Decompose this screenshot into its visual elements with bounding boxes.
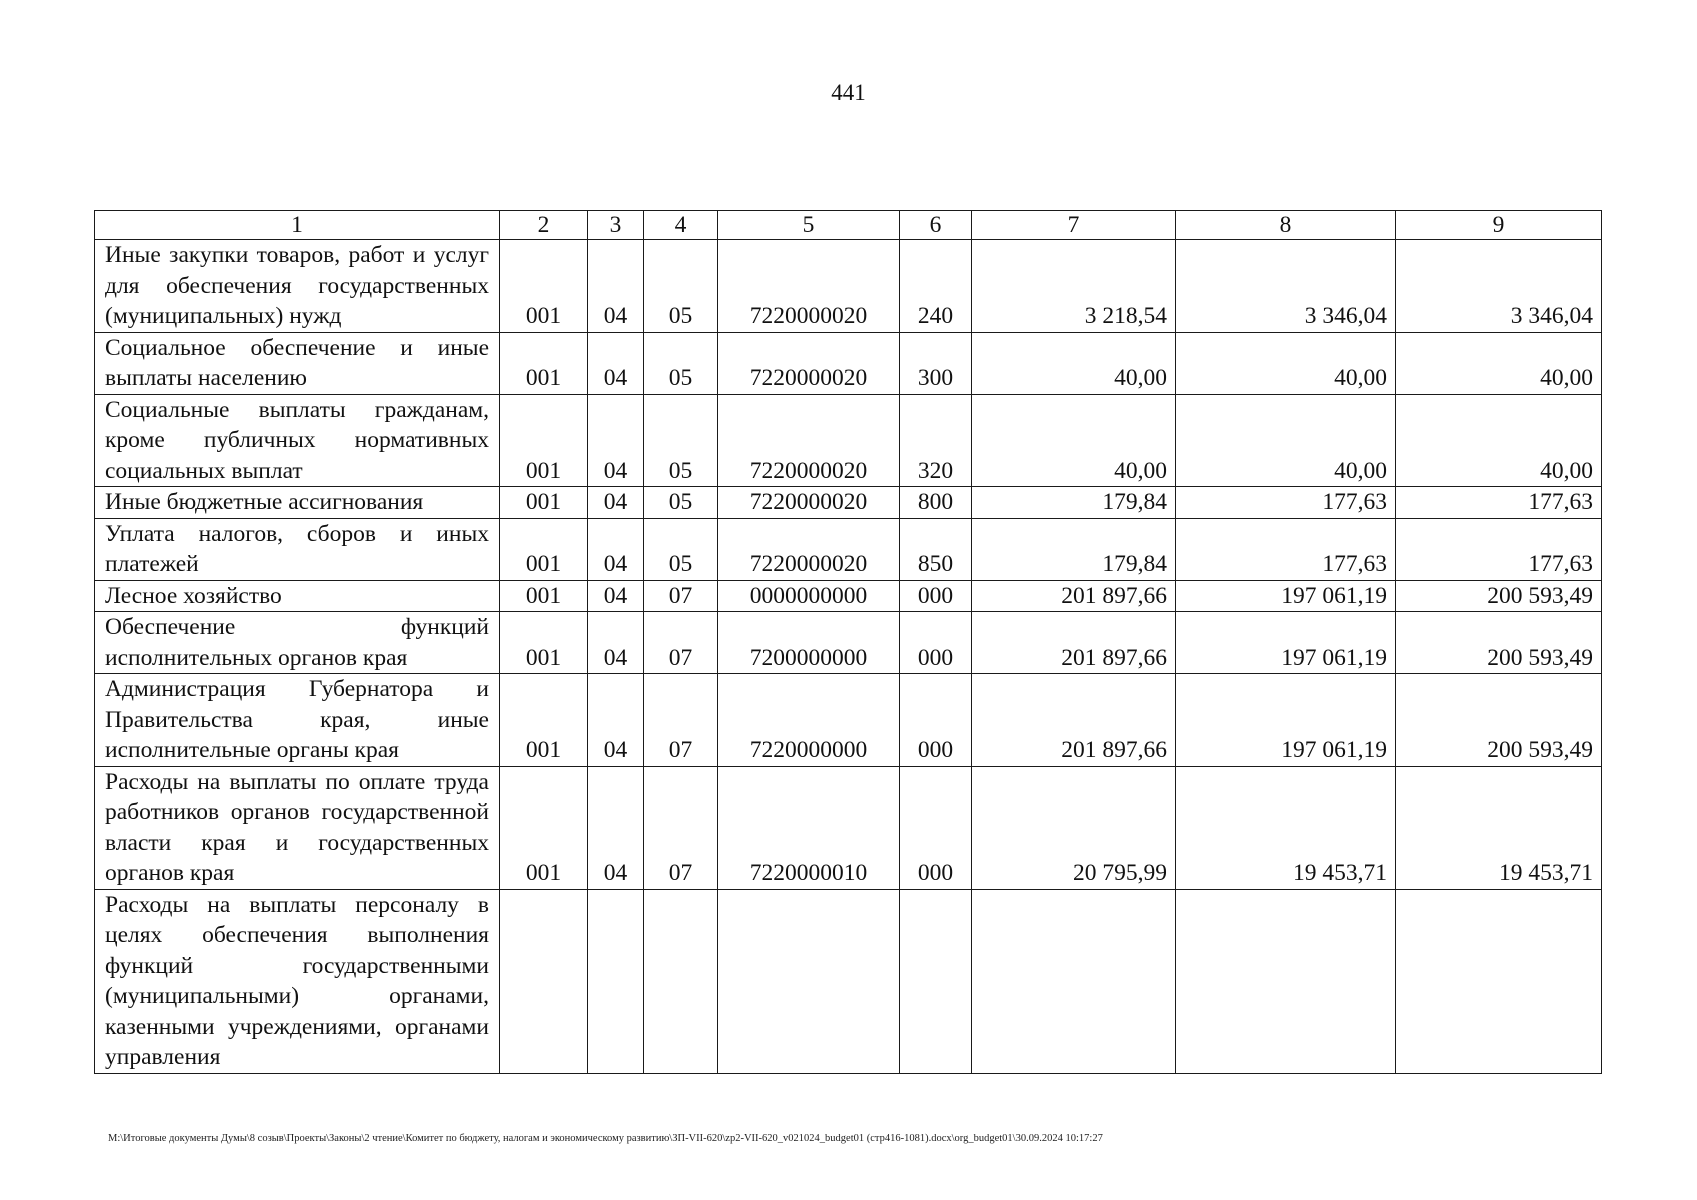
amount-col-8: 40,00 [1176,332,1396,394]
expense-type-code: 000 [900,612,972,674]
table-row [95,518,1602,580]
column-header: 9 [1396,211,1602,240]
target-item-code: 7220000020 [718,332,900,394]
expense-type-code: 300 [900,332,972,394]
column-header: 3 [588,211,644,240]
amount-col-7: 201 897,66 [972,580,1176,612]
section-code: 04 [588,332,644,394]
expense-name: Уплата налогов, сборов и иных платежей [95,518,500,580]
amount-col-8: 40,00 [1176,394,1396,487]
section-code: 04 [588,394,644,487]
table-row [95,332,1602,394]
amount-col-9: 3 346,04 [1396,240,1602,333]
amount-col-7: 179,84 [972,518,1176,580]
expense-type-code: 800 [900,487,972,519]
subsection-code: 05 [644,518,718,580]
amount-col-9: 200 593,49 [1396,612,1602,674]
column-header: 8 [1176,211,1396,240]
subsection-code: 05 [644,332,718,394]
amount-col-7 [972,889,1176,1073]
target-item-code: 0000000000 [718,580,900,612]
ministry-code: 001 [500,487,588,519]
amount-col-7: 40,00 [972,394,1176,487]
table-header-row [95,211,1602,240]
amount-col-7: 201 897,66 [972,674,1176,767]
ministry-code: 001 [500,240,588,333]
ministry-code: 001 [500,332,588,394]
section-code: 04 [588,766,644,889]
amount-col-9: 200 593,49 [1396,674,1602,767]
column-header: 6 [900,211,972,240]
subsection-code: 07 [644,580,718,612]
amount-col-8 [1176,889,1396,1073]
amount-col-7: 179,84 [972,487,1176,519]
ministry-code: 001 [500,612,588,674]
subsection-code: 07 [644,612,718,674]
column-header: 4 [644,211,718,240]
section-code: 04 [588,240,644,333]
ministry-code: 001 [500,518,588,580]
column-header: 7 [972,211,1176,240]
subsection-code: 05 [644,487,718,519]
budget-table [94,210,1602,1074]
amount-col-9 [1396,889,1602,1073]
expense-type-code: 000 [900,674,972,767]
target-item-code: 7220000010 [718,766,900,889]
expense-type-code: 850 [900,518,972,580]
target-item-code: 7220000020 [718,394,900,487]
amount-col-8: 3 346,04 [1176,240,1396,333]
footer-file-path: M:\Итоговые документы Думы\8 созыв\Проекты\Законы\2 чтение\Комитет по бюджету, налогам и экономическому развитию\ЗП-VII-620\zp2-VII-620_v021024_budget01 (стр416-1081).docx\org_budget01\30.09.2024 10:17:27 [108,1133,1103,1144]
amount-col-8: 197 061,19 [1176,674,1396,767]
section-code: 04 [588,612,644,674]
expense-name: Расходы на выплаты персоналу в целях обеспечения выполнения функций государственными (муниципальными) органами, казенными учреждениями, органами управления [95,889,500,1073]
amount-col-8: 177,63 [1176,487,1396,519]
ministry-code: 001 [500,766,588,889]
target-item-code: 7220000020 [718,518,900,580]
amount-col-9: 200 593,49 [1396,580,1602,612]
subsection-code: 05 [644,394,718,487]
amount-col-8: 19 453,71 [1176,766,1396,889]
target-item-code: 7200000000 [718,612,900,674]
amount-col-8: 197 061,19 [1176,612,1396,674]
table-row [95,889,1602,1073]
column-header: 5 [718,211,900,240]
subsection-code: 07 [644,766,718,889]
amount-col-9: 40,00 [1396,332,1602,394]
expense-type-code: 320 [900,394,972,487]
expense-name: Иные закупки товаров, работ и услуг для обеспечения государственных (муниципальных) нужд [95,240,500,333]
target-item-code: 7220000020 [718,487,900,519]
ministry-code [500,889,588,1073]
subsection-code: 07 [644,674,718,767]
subsection-code [644,889,718,1073]
section-code [588,889,644,1073]
amount-col-9: 177,63 [1396,487,1602,519]
table-row [95,674,1602,767]
table-row [95,394,1602,487]
table-row [95,240,1602,333]
amount-col-9: 19 453,71 [1396,766,1602,889]
expense-type-code: 240 [900,240,972,333]
expense-name: Администрация Губернатора и Правительства края, иные исполнительные органы края [95,674,500,767]
section-code: 04 [588,674,644,767]
page-number: 441 [831,80,866,105]
column-header: 1 [95,211,500,240]
expense-name: Иные бюджетные ассигнования [95,487,500,519]
amount-col-8: 177,63 [1176,518,1396,580]
table-row [95,487,1602,519]
ministry-code: 001 [500,394,588,487]
target-item-code [718,889,900,1073]
amount-col-9: 40,00 [1396,394,1602,487]
target-item-code: 7220000000 [718,674,900,767]
expense-name: Расходы на выплаты по оплате труда работников органов государственной власти края и государственных органов края [95,766,500,889]
column-header: 2 [500,211,588,240]
table-row [95,612,1602,674]
ministry-code: 001 [500,580,588,612]
amount-col-7: 201 897,66 [972,612,1176,674]
expense-type-code: 000 [900,766,972,889]
amount-col-7: 20 795,99 [972,766,1176,889]
amount-col-7: 40,00 [972,332,1176,394]
expense-type-code [900,889,972,1073]
ministry-code: 001 [500,674,588,767]
section-code: 04 [588,518,644,580]
table-row [95,766,1602,889]
expense-name: Социальное обеспечение и иные выплаты населению [95,332,500,394]
subsection-code: 05 [644,240,718,333]
amount-col-8: 197 061,19 [1176,580,1396,612]
amount-col-7: 3 218,54 [972,240,1176,333]
expense-name: Лесное хозяйство [95,580,500,612]
expense-name: Обеспечение функций исполнительных органов края [95,612,500,674]
section-code: 04 [588,487,644,519]
expense-name: Социальные выплаты гражданам, кроме публичных нормативных социальных выплат [95,394,500,487]
section-code: 04 [588,580,644,612]
expense-type-code: 000 [900,580,972,612]
amount-col-9: 177,63 [1396,518,1602,580]
target-item-code: 7220000020 [718,240,900,333]
table-row [95,580,1602,612]
